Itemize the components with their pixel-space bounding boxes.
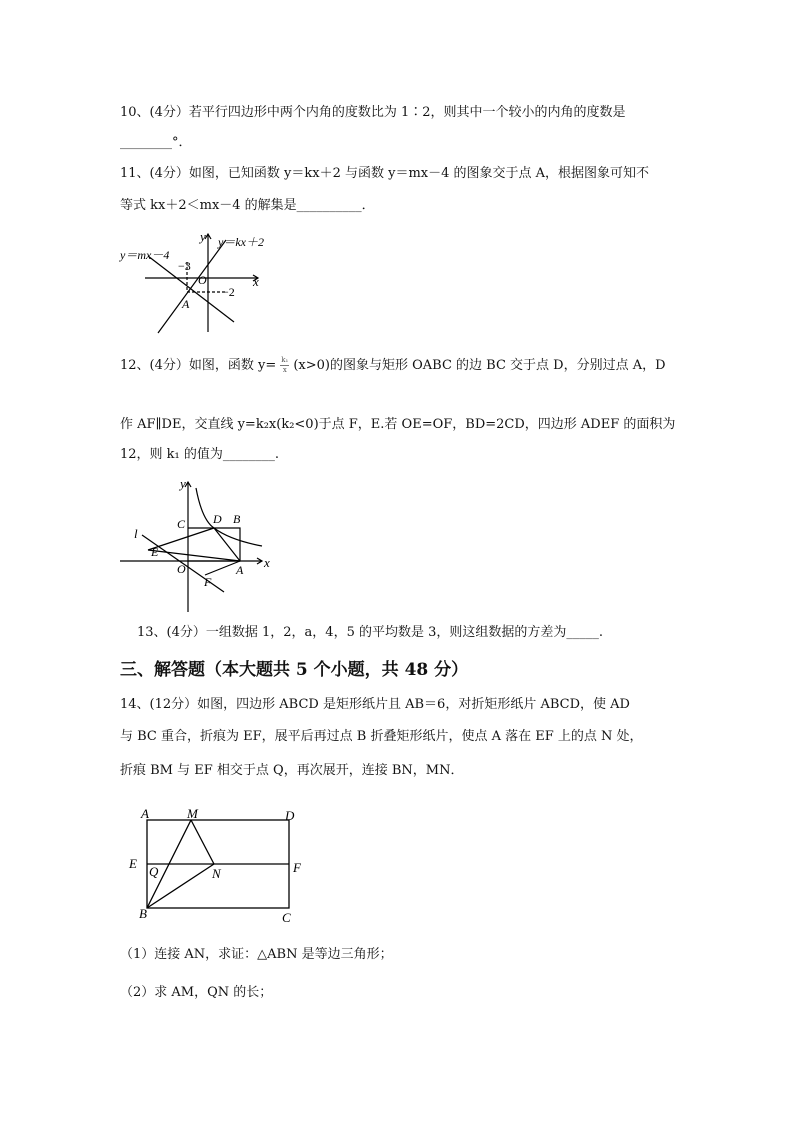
q13-text: 13、(4分）一组数据 1，2，a，4，5 的平均数是 3，则这组数据的方差为_____. (137, 625, 604, 640)
q11-label-x: x (253, 274, 259, 289)
q12-fraction-numerator: k₁ (281, 356, 289, 364)
q14-text-line2: 与 BC 重合，折痕为 EF，展平后再过点 B 折叠矩形纸片，使点 A 落在 EF 上的点 N 处， (120, 729, 643, 744)
q11-label-minus2: −2 (222, 285, 235, 299)
q11-label-mx-4: y＝mx－4 (120, 248, 170, 262)
q11-label-o: O (198, 273, 207, 287)
q14-label-f: F (293, 860, 301, 875)
q12-text-line1 (120, 356, 666, 375)
q14-part-1: （1）连接 AN，求证：△ABN 是等边三角形； (120, 947, 393, 962)
q12-label-c: C (177, 517, 186, 531)
q12-label-e: E (151, 545, 159, 559)
q12-text-line3: 12，则 k₁ 的值为________. (120, 447, 280, 462)
q12-segment-af (205, 561, 240, 575)
q11-label-kx+2: y＝kx＋2 (218, 235, 264, 249)
q14-label-a: A (141, 806, 149, 821)
section-3-heading: 三、解答题（本大题共 5 个小题，共 48 分） (120, 660, 469, 680)
q12-label-l: l (134, 526, 138, 541)
q11-figure (116, 226, 276, 338)
q11-text-line1: 11、(4分）如图，已知函数 y＝kx＋2 与函数 y＝mx－4 的图象交于点 A，根据图象可知不 (120, 166, 650, 181)
q14-part-2: （2）求 AM，QN 的长； (120, 985, 273, 1000)
q11-label-y: y (200, 229, 206, 244)
q14-label-n: N (212, 866, 221, 881)
q14-text-line1: 14、(12分）如图，四边形 ABCD 是矩形纸片且 AB＝6，对折矩形纸片 ABCD，使 AD (120, 697, 630, 712)
q12-label-d: D (213, 512, 222, 526)
q12-segment-ea (148, 550, 240, 561)
q11-label-a: A (182, 297, 190, 311)
q11-text-line2: 等式 kx＋2＜mx－4 的解集是__________． (120, 198, 375, 213)
q14-label-d: D (285, 808, 295, 823)
q14-label-q: Q (149, 864, 159, 879)
q10-text-line1: 10、(4分）若平行四边形中两个内角的度数比为 1∶2，则其中一个较小的内角的度数是 (120, 105, 626, 120)
q12-line1-start: 12、(4分）如图，函数 y= (120, 358, 277, 373)
q14-label-m: M (187, 806, 198, 821)
q12-label-b: B (233, 512, 241, 526)
q12-label-o: O (177, 562, 186, 576)
q12-label-x: x (264, 555, 270, 570)
q12-label-f: F (204, 575, 212, 589)
q14-label-e: E (129, 856, 137, 871)
q12-label-a: A (236, 563, 244, 577)
q14-segment-mn (191, 820, 214, 864)
q12-hyperbola (196, 488, 262, 546)
q12-line1-end: (x>0)的图象与矩形 OABC 的边 BC 交于点 D，分别过点 A，D (293, 358, 666, 373)
q14-label-b: B (139, 906, 147, 921)
q12-segment-da (214, 528, 240, 561)
q12-fraction (280, 356, 289, 375)
q14-label-c: C (282, 910, 291, 925)
q12-fraction-denominator: x (282, 366, 287, 374)
q10-text-line2: ________°． (120, 135, 192, 150)
q14-figure (124, 802, 310, 930)
q12-text-line2: 作 AF∥DE，交直线 y=k₂x(k₂<0)于点 F，E.若 OE=OF，BD=2CD，四边形 ADEF 的面积为 (120, 417, 676, 432)
q14-text-line3: 折痕 BM 与 EF 相交于点 Q，再次展开，连接 BN，MN． (120, 763, 464, 778)
q11-label-minus3: −3 (178, 259, 191, 273)
q12-label-y: y (180, 476, 186, 491)
q12-figure (116, 474, 276, 616)
